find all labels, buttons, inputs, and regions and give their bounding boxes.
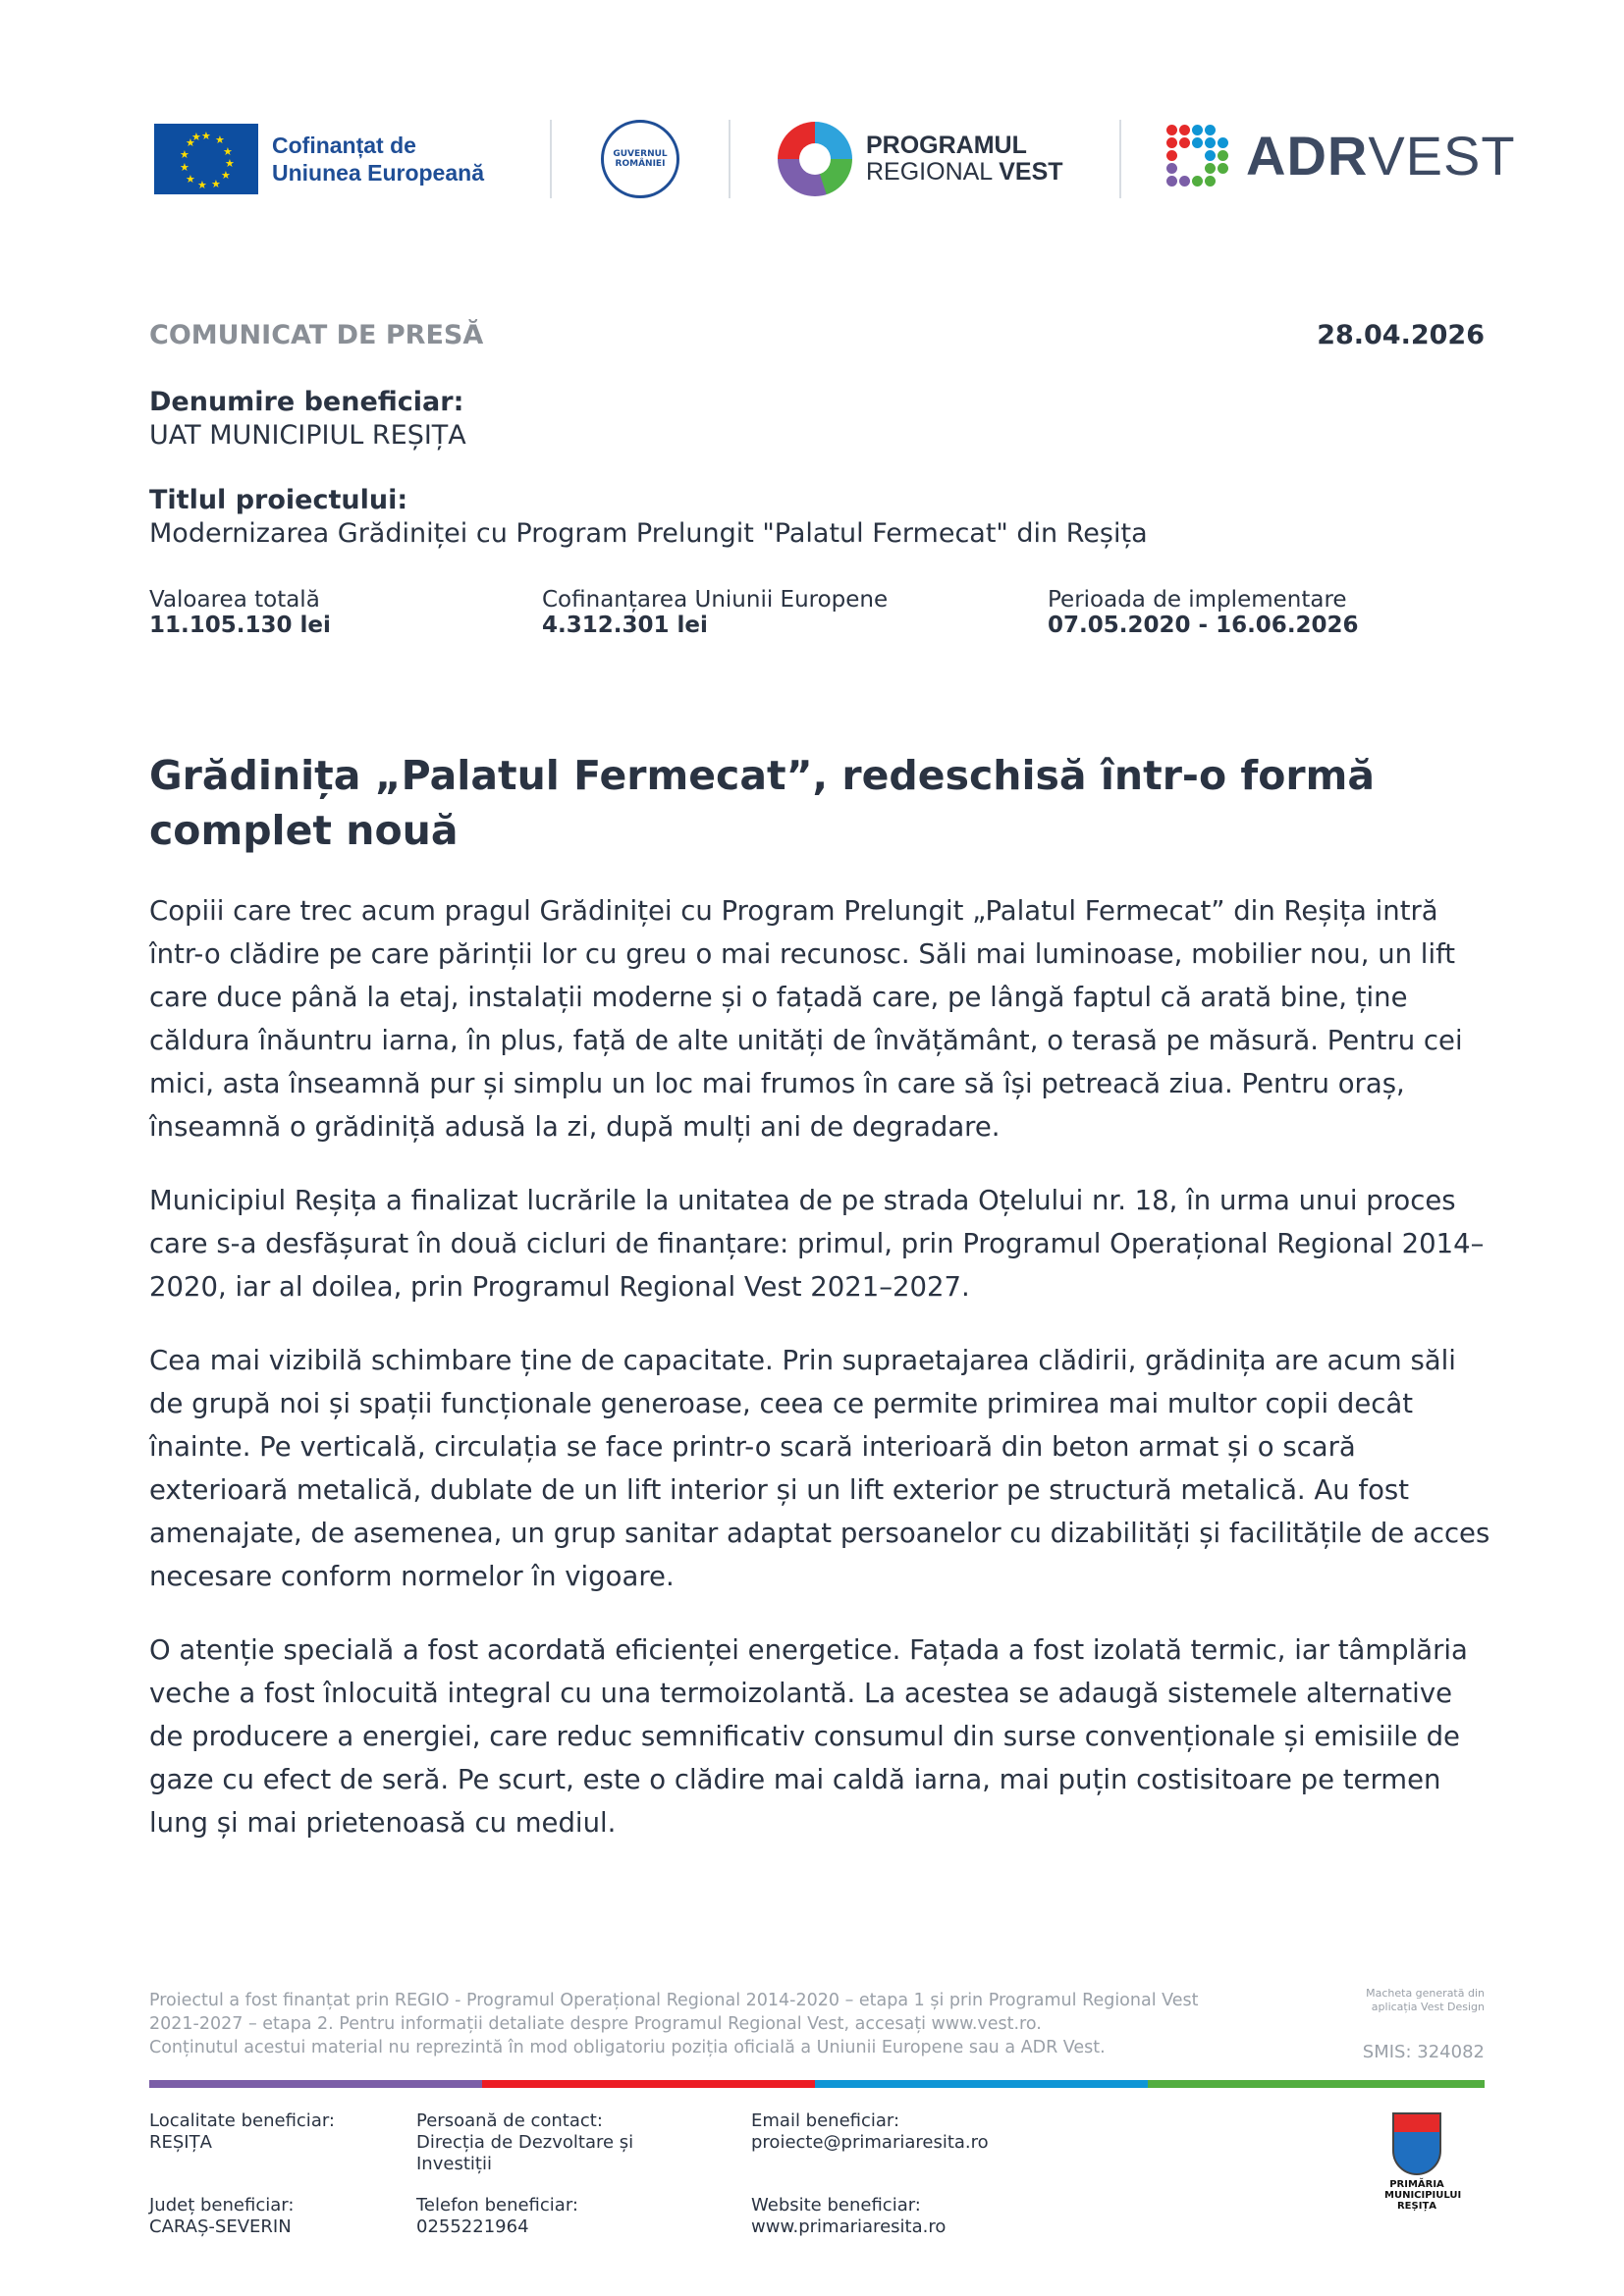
paragraph: O atenție specială a fost acordată eficienței energetice. Fațada a fost izolată termic, iar tâmplăria veche a fost înlocuită integral cu una termoizolantă. La acestea se adaugă sistemele alternative de producere a energiei, care reduc semnificativ consumul din surse convenționale și emisiile de gaze cu efect de seră. Pe scurt, este o clădire mai caldă iarna, mai puțin costisitoare pe termen lung și mai prietenoasă cu mediul.	[149, 1634, 1468, 1839]
contact-locality	[149, 2110, 385, 2154]
logo-divider	[1119, 120, 1121, 198]
color-bar-green	[1148, 2080, 1485, 2088]
smis-code: SMIS: 324082	[1362, 2042, 1485, 2062]
pr-logo-line2b: VEST	[999, 158, 1063, 186]
pr-logo-line2a: REGIONAL	[866, 158, 1000, 186]
stat-implementation-period	[1048, 587, 1359, 638]
document-type: COMUNICAT DE PRESĂ	[149, 320, 484, 350]
logo-divider	[729, 120, 731, 198]
pr-logo-line1: PROGRAMUL	[866, 132, 1027, 159]
gov-logo-text: GUVERNUL ROMÂNIEI	[613, 149, 668, 169]
crest-text: PRIMĂRIA MUNICIPIULUI REȘIȚA	[1384, 2179, 1462, 2212]
contact-label: Website beneficiar:	[751, 2195, 921, 2216]
project-label: Titlul proiectului:	[149, 485, 408, 515]
color-bar-blue	[815, 2080, 1148, 2088]
stat-value: 07.05.2020 - 16.06.2026	[1048, 613, 1359, 638]
stat-label: Cofinanțarea Uniunii Europene	[542, 587, 889, 613]
contact-label: Telefon beneficiar:	[416, 2195, 578, 2216]
stat-label: Valoarea totală	[149, 587, 320, 613]
stat-total-value	[149, 587, 331, 638]
funding-note-line: Proiectul a fost finanțat prin REGIO - Programul Operațional Regional 2014-2020 – etapa 1 și prin Programul Regional Vest	[149, 1991, 1199, 2010]
logo-divider	[550, 120, 552, 198]
beneficiary-name: UAT MUNICIPIUL REȘIȚA	[149, 420, 466, 451]
eu-logo-text: Cofinanțat de Uniunea Europeană	[272, 133, 484, 186]
paragraph: Copiii care trec acum pragul Grădiniței cu Program Prelungit „Palatul Fermecat” din Reșița intră într-o clădire pe care părinții lor cu greu o mai recunosc. Săli mai luminoase, mobilier nou, un lift care duce până la etaj, instalații moderne și o fațadă care, pe lângă faptul că arată bine, ține căldura înăuntru iarna, în plus, față de alte unități de învățământ, o terasă pe măsură. Pentru cei mici, asta înseamnă pur și simplu un loc mai frumos în care să își petreacă ziua. Pentru oraș, înseamnă o grădiniță adusă la zi, după mulți ani de degradare.	[149, 895, 1463, 1143]
email-link[interactable]: proiecte@primariaresita.ro	[751, 2132, 989, 2153]
generated-line: Macheta generată din	[1366, 1987, 1485, 2000]
contact-value: CARAȘ-SEVERIN	[149, 2216, 292, 2237]
eu-flag-icon: ★ ★ ★ ★ ★ ★ ★ ★ ★ ★ ★ ★	[154, 124, 258, 194]
beneficiary-label: Denumire beneficiar:	[149, 387, 464, 417]
stat-label: Perioada de implementare	[1048, 587, 1347, 613]
contact-person	[416, 2110, 672, 2175]
color-bar-red	[482, 2080, 815, 2088]
website-link[interactable]: www.primariaresita.ro	[751, 2216, 947, 2237]
paragraph: Municipiul Reșița a finalizat lucrările la unitatea de pe strada Oțelului nr. 18, în urma unui proces care s-a desfășurat în două cicluri de finanțare: primul, prin Programul Operațional Regional 2014–2020, iar al doilea, prin Programul Regional Vest 2021–2027.	[149, 1185, 1485, 1303]
article-body	[149, 889, 1494, 1875]
color-bar-purple	[149, 2080, 482, 2088]
stat-eu-cofinancing	[542, 587, 888, 638]
funding-note-line: 2021-2027 – etapa 2. Pentru informații detaliate despre Programul Regional Vest, accesați www.vest.ro.	[149, 2014, 1042, 2034]
contact-phone	[416, 2195, 672, 2238]
eu-cofinancing-logo	[154, 124, 508, 194]
government-seal-logo	[601, 120, 679, 198]
contact-value: Direcția de Dezvoltare și Investiții	[416, 2132, 634, 2174]
stat-value: 11.105.130 lei	[149, 613, 331, 638]
contact-value: REȘIȚA	[149, 2132, 212, 2153]
press-date: 28.04.2026	[1317, 320, 1485, 350]
funding-note	[149, 1989, 1308, 2059]
contact-county	[149, 2195, 385, 2238]
contact-website	[751, 2195, 1085, 2238]
generated-line: aplicația Vest Design	[1371, 2001, 1485, 2013]
contact-label: Județ beneficiar:	[149, 2195, 295, 2216]
contact-label: Email beneficiar:	[751, 2110, 900, 2131]
adr-logo-a: ADR	[1246, 125, 1369, 187]
contact-label: Localitate beneficiar:	[149, 2110, 335, 2131]
headline: Grădinița „Palatul Fermecat”, redeschisă într-o formă complet nouă	[149, 752, 1375, 854]
disclaimer-line: Conținutul acestui material nu reprezintă în mod obligatoriu poziția oficială a Uniunii Europene sau a ADR Vest.	[149, 2038, 1106, 2057]
paragraph: Cea mai vizibilă schimbare ține de capacitate. Prin supraetajarea clădirii, grădinița are acum săli de grupă noi și spații funcționale generoase, ceea ce permite primirea mai multor copii decât înainte. Pe verticală, circulația se face printr-o scară interioară din beton armat și o scară exterioară metalică, dublate de un lift interior și un lift exterior pe structură metalică. Au fost amenajate, de asemenea, un grup sanitar adaptat persoanelor cu dizabilități și facilitățile de acces necesare conform normelor în vigoare.	[149, 1345, 1490, 1592]
adr-logo-b: VEST	[1368, 125, 1516, 187]
pr-ring-icon	[778, 122, 852, 196]
contact-value: 0255221964	[416, 2216, 529, 2237]
resita-city-crest-logo	[1384, 2112, 1462, 2212]
contact-email	[751, 2110, 1085, 2154]
contact-label: Persoană de contact:	[416, 2110, 603, 2131]
adr-dots-icon	[1166, 125, 1228, 187]
stat-value: 4.312.301 lei	[542, 613, 708, 638]
programul-regional-vest-logo	[778, 122, 1063, 196]
adr-vest-logo	[1166, 124, 1516, 187]
generated-note	[1366, 1987, 1485, 2014]
crest-shield-icon	[1392, 2112, 1441, 2175]
project-title: Modernizarea Grădiniței cu Program Prelungit "Palatul Fermecat" din Reșița	[149, 518, 1148, 549]
